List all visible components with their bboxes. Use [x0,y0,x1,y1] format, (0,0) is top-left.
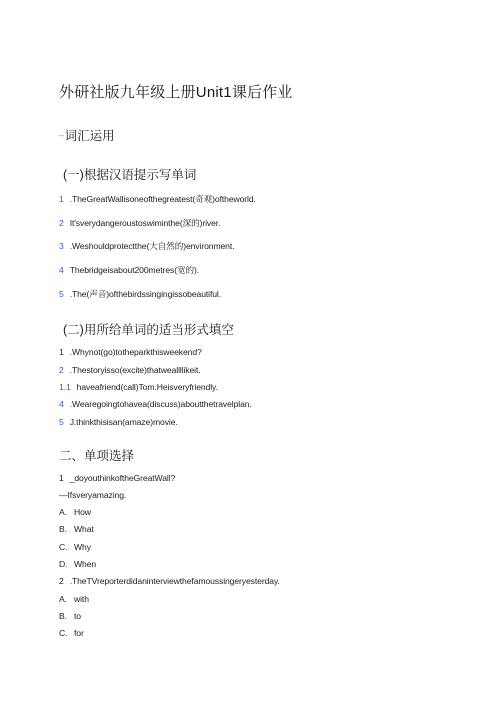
question-number: 2 [59,576,64,586]
option-text: Why [74,542,91,552]
item-number: 4 [59,399,64,409]
part1-item-4 [59,264,199,276]
item-number: 1.1 [59,382,71,392]
option-letter: B. [59,611,67,621]
part1-item-2 [59,217,220,229]
part2-item-1 [59,347,202,357]
option-letter: A. [59,507,67,517]
section-heading-multiple-choice: 二、单项选择 [59,449,135,463]
heading-lead-mark: -- [59,133,64,141]
item-number: 1 [59,347,64,357]
item-text: It'sverydangeroustoswiminthe(深的)river. [69,218,221,228]
option-letter: C. [59,628,68,638]
part2-item-3 [59,382,218,392]
option-text: What [74,524,94,534]
item-text: .TheGreatWallisoneofthegreatest(奇观)oftheworld. [69,194,256,204]
item-text: .Whynot(go)totheparkthisweekend? [69,347,202,357]
document-title: 外研社版九年级上册Unit1课后作业 [59,84,293,101]
item-text: haveafriend(call)Tom.Heisveryfriendly. [76,382,218,392]
item-number: 5 [59,289,64,299]
part2-item-5 [59,417,178,427]
option-text: for [74,628,84,638]
part1-item-3 [59,240,234,252]
q1-option-c [59,542,91,552]
q1-option-d [59,559,96,569]
question-text: _doyouthinkoftheGreatWall? [69,473,176,483]
q1-option-b [59,524,94,534]
section-heading-text: 词汇运用 [64,129,115,143]
option-text: with [74,594,89,604]
question-number: 1 [59,473,64,483]
q1-reply: —Ifsveryamazing. [59,490,127,500]
q2-option-a [59,594,89,604]
q1-option-a [59,507,91,517]
part1-heading: (一)根据汉语提示写单词 [63,168,197,182]
item-text: Thebridgeisabout200metres(宽的). [69,265,199,275]
item-number: 2 [59,365,64,375]
q2-option-c [59,628,84,638]
item-text: .Weshouldprotectthe(大自然的)environment. [69,241,235,251]
q2-option-b [59,611,81,621]
item-number: 1 [59,194,64,204]
part1-item-5 [59,288,221,300]
part1-item-1 [59,193,256,205]
part2-heading: (二)用所给单词的适当形式填空 [63,323,234,337]
item-number: 4 [59,265,64,275]
item-number: 2 [59,218,64,228]
item-number: 5 [59,417,64,427]
option-letter: D. [59,559,68,569]
option-text: to [74,611,81,621]
q2-stem [59,576,280,586]
option-text: When [74,559,97,569]
section-heading-vocabulary [59,126,115,144]
part2-item-4 [59,399,252,409]
item-text: .The(声音)ofthebirdssingingissobeautiful. [69,289,222,299]
question-text: .TheTVreporterdidaninterviewthefamoussingeryesterday. [69,576,280,586]
item-text: .Thestoryisso(excite)thatweallllikeit. [69,365,201,375]
part2-item-2 [59,365,201,375]
option-text: How [74,507,91,517]
item-text: J.thinkthisisan(amaze)movie. [69,417,178,427]
item-text: .Wearegoingtohavea(discuss)aboutthetravelplan. [69,399,252,409]
q1-stem [59,473,175,483]
option-letter: B. [59,524,67,534]
item-number: 3 [59,241,64,251]
option-letter: C. [59,542,68,552]
option-letter: A. [59,594,67,604]
